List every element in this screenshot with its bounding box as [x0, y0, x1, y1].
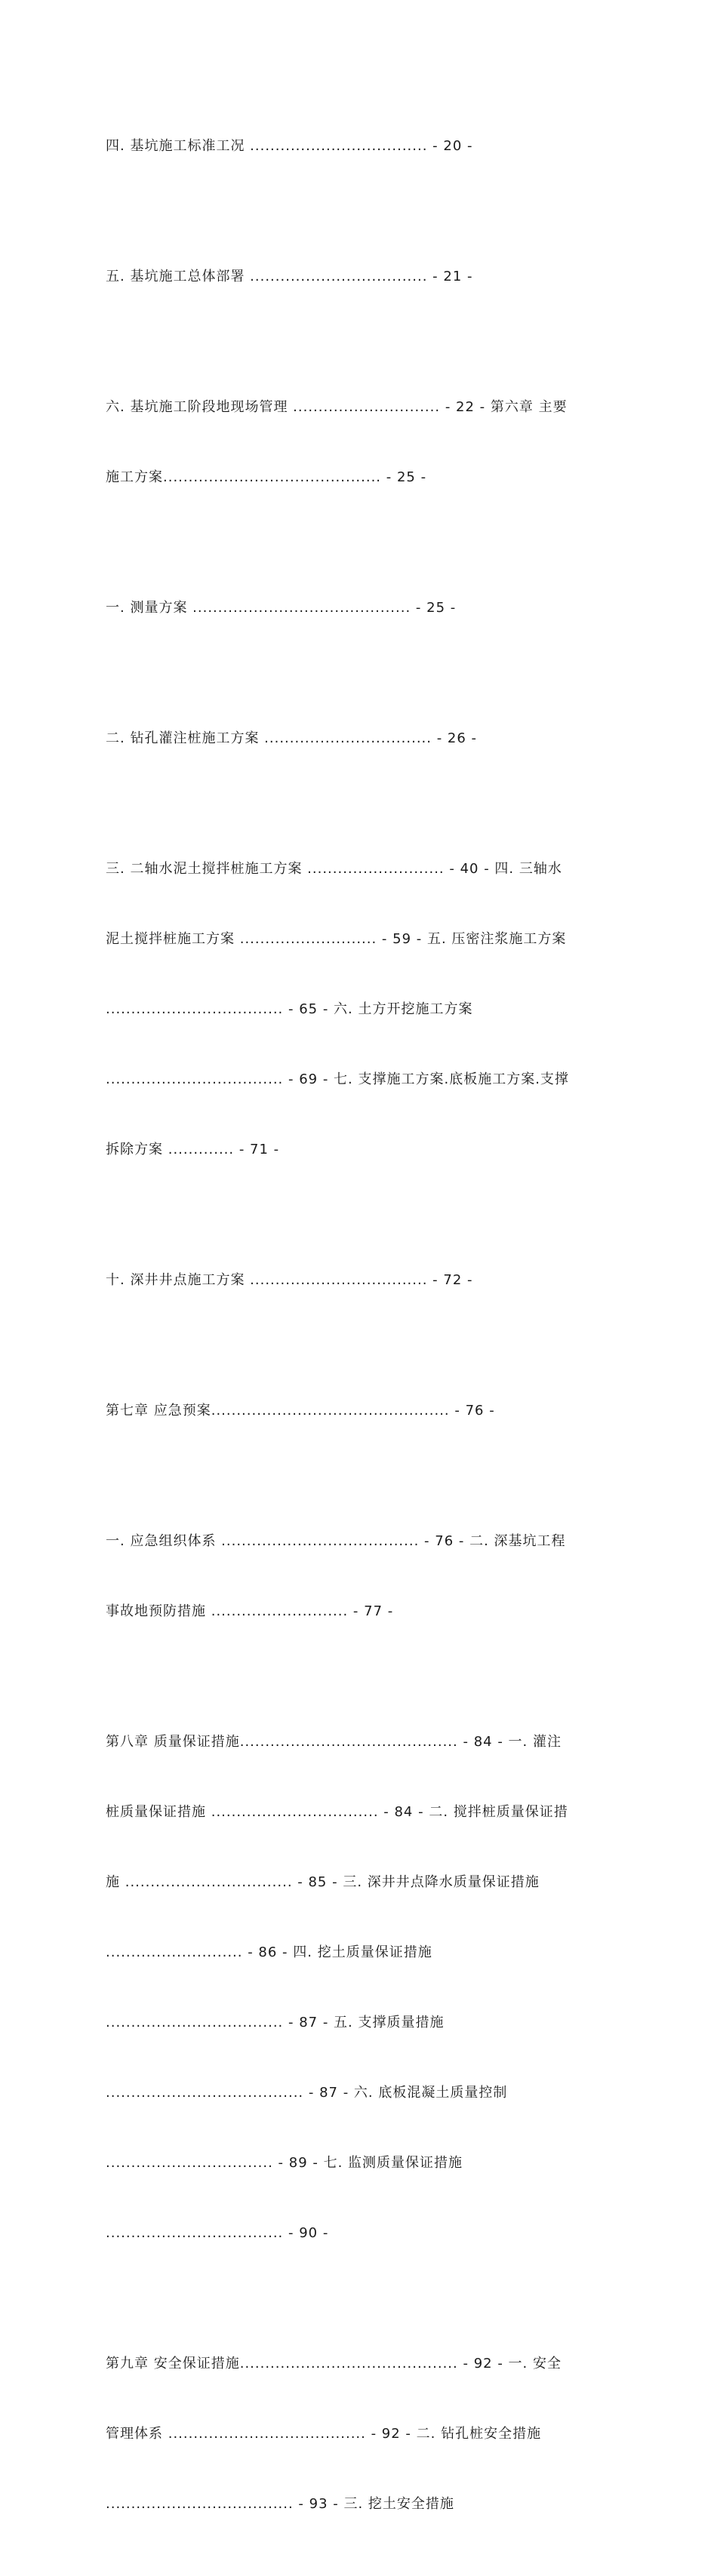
toc-entry[interactable] [106, 1352, 615, 1469]
toc-line: ................................... - 87 - 五. 支撑质量措施 [106, 2015, 445, 2030]
toc-line: 一. 应急组织体系 ....................................... - 76 - 二. 深基坑工程 [106, 1533, 566, 1549]
toc-line: 二. 钻孔灌注桩施工方案 ................................. - 26 - [106, 730, 478, 746]
toc-line: 三. 二轴水泥土搅拌桩施工方案 ........................... - 40 - 四. 三轴水 [106, 861, 562, 877]
toc-entry[interactable] [106, 680, 615, 797]
toc-line: 拆除方案 ............. - 71 - [106, 1142, 280, 1157]
toc-line: 六. 基坑施工阶段地现场管理 ............................. - 22 - 第六章 主要 [106, 399, 568, 415]
toc-line: 五. 基坑施工总体部署 ................................... - 21 - [106, 269, 473, 284]
toc-line: 第八章 质量保证措施........................................... - 84 - 一. 灌注 [106, 1734, 562, 1750]
toc-line: ................................. - 89 - 七. 监测质量保证措施 [106, 2155, 463, 2171]
toc-line: 施 ................................. - 85 - 三. 深井井点降水质量保证措施 [106, 1874, 540, 1890]
toc-entry[interactable] [106, 218, 615, 335]
toc-line: 管理体系 ....................................... - 92 - 二. 钻孔桩安全措施 [106, 2426, 542, 2442]
toc-line: 施工方案........................................... - 25 - [106, 469, 427, 485]
toc-entry[interactable] [106, 549, 615, 666]
toc-entry[interactable] [106, 2305, 615, 2562]
toc-line: 一. 测量方案 ........................................... - 25 - [106, 600, 457, 616]
toc-line: 第九章 安全保证措施........................................... - 92 - 一. 安全 [106, 2356, 562, 2372]
toc-page [106, 88, 615, 2576]
toc-line: 事故地预防措施 ........................... - 77 - [106, 1603, 394, 1619]
toc-line: ................................... - 90 - [106, 2225, 329, 2241]
toc-entry[interactable] [106, 88, 615, 204]
toc-line: 泥土搅拌桩施工方案 ........................... - 59 - 五. 压密注浆施工方案 [106, 931, 567, 947]
toc-line: 第七章 应急预案............................................... - 76 - [106, 1403, 495, 1419]
toc-entry[interactable] [106, 810, 615, 1208]
toc-line: ........................... - 86 - 四. 挖土质量保证措施 [106, 1944, 432, 1960]
toc-entry[interactable] [106, 1222, 615, 1339]
toc-entry[interactable] [106, 1483, 615, 1670]
toc-line: ..................................... - 93 - 三. 挖土安全措施 [106, 2496, 454, 2512]
toc-line: 桩质量保证措施 ................................. - 84 - 二. 搅拌桩质量保证措 [106, 1804, 568, 1820]
toc-entry[interactable] [106, 349, 615, 536]
toc-line: ....................................... - 87 - 六. 底板混凝土质量控制 [106, 2085, 508, 2101]
toc-line: 四. 基坑施工标准工况 ................................... - 20 - [106, 138, 473, 154]
toc-line: ................................... - 65 - 六. 土方开挖施工方案 [106, 1001, 473, 1017]
toc-line: ................................... - 69 - 七. 支撑施工方案.底板施工方案.支撑 [106, 1071, 569, 1087]
toc-line: 十. 深井井点施工方案 ................................... - 72 - [106, 1272, 473, 1288]
toc-entry[interactable] [106, 1683, 615, 2292]
